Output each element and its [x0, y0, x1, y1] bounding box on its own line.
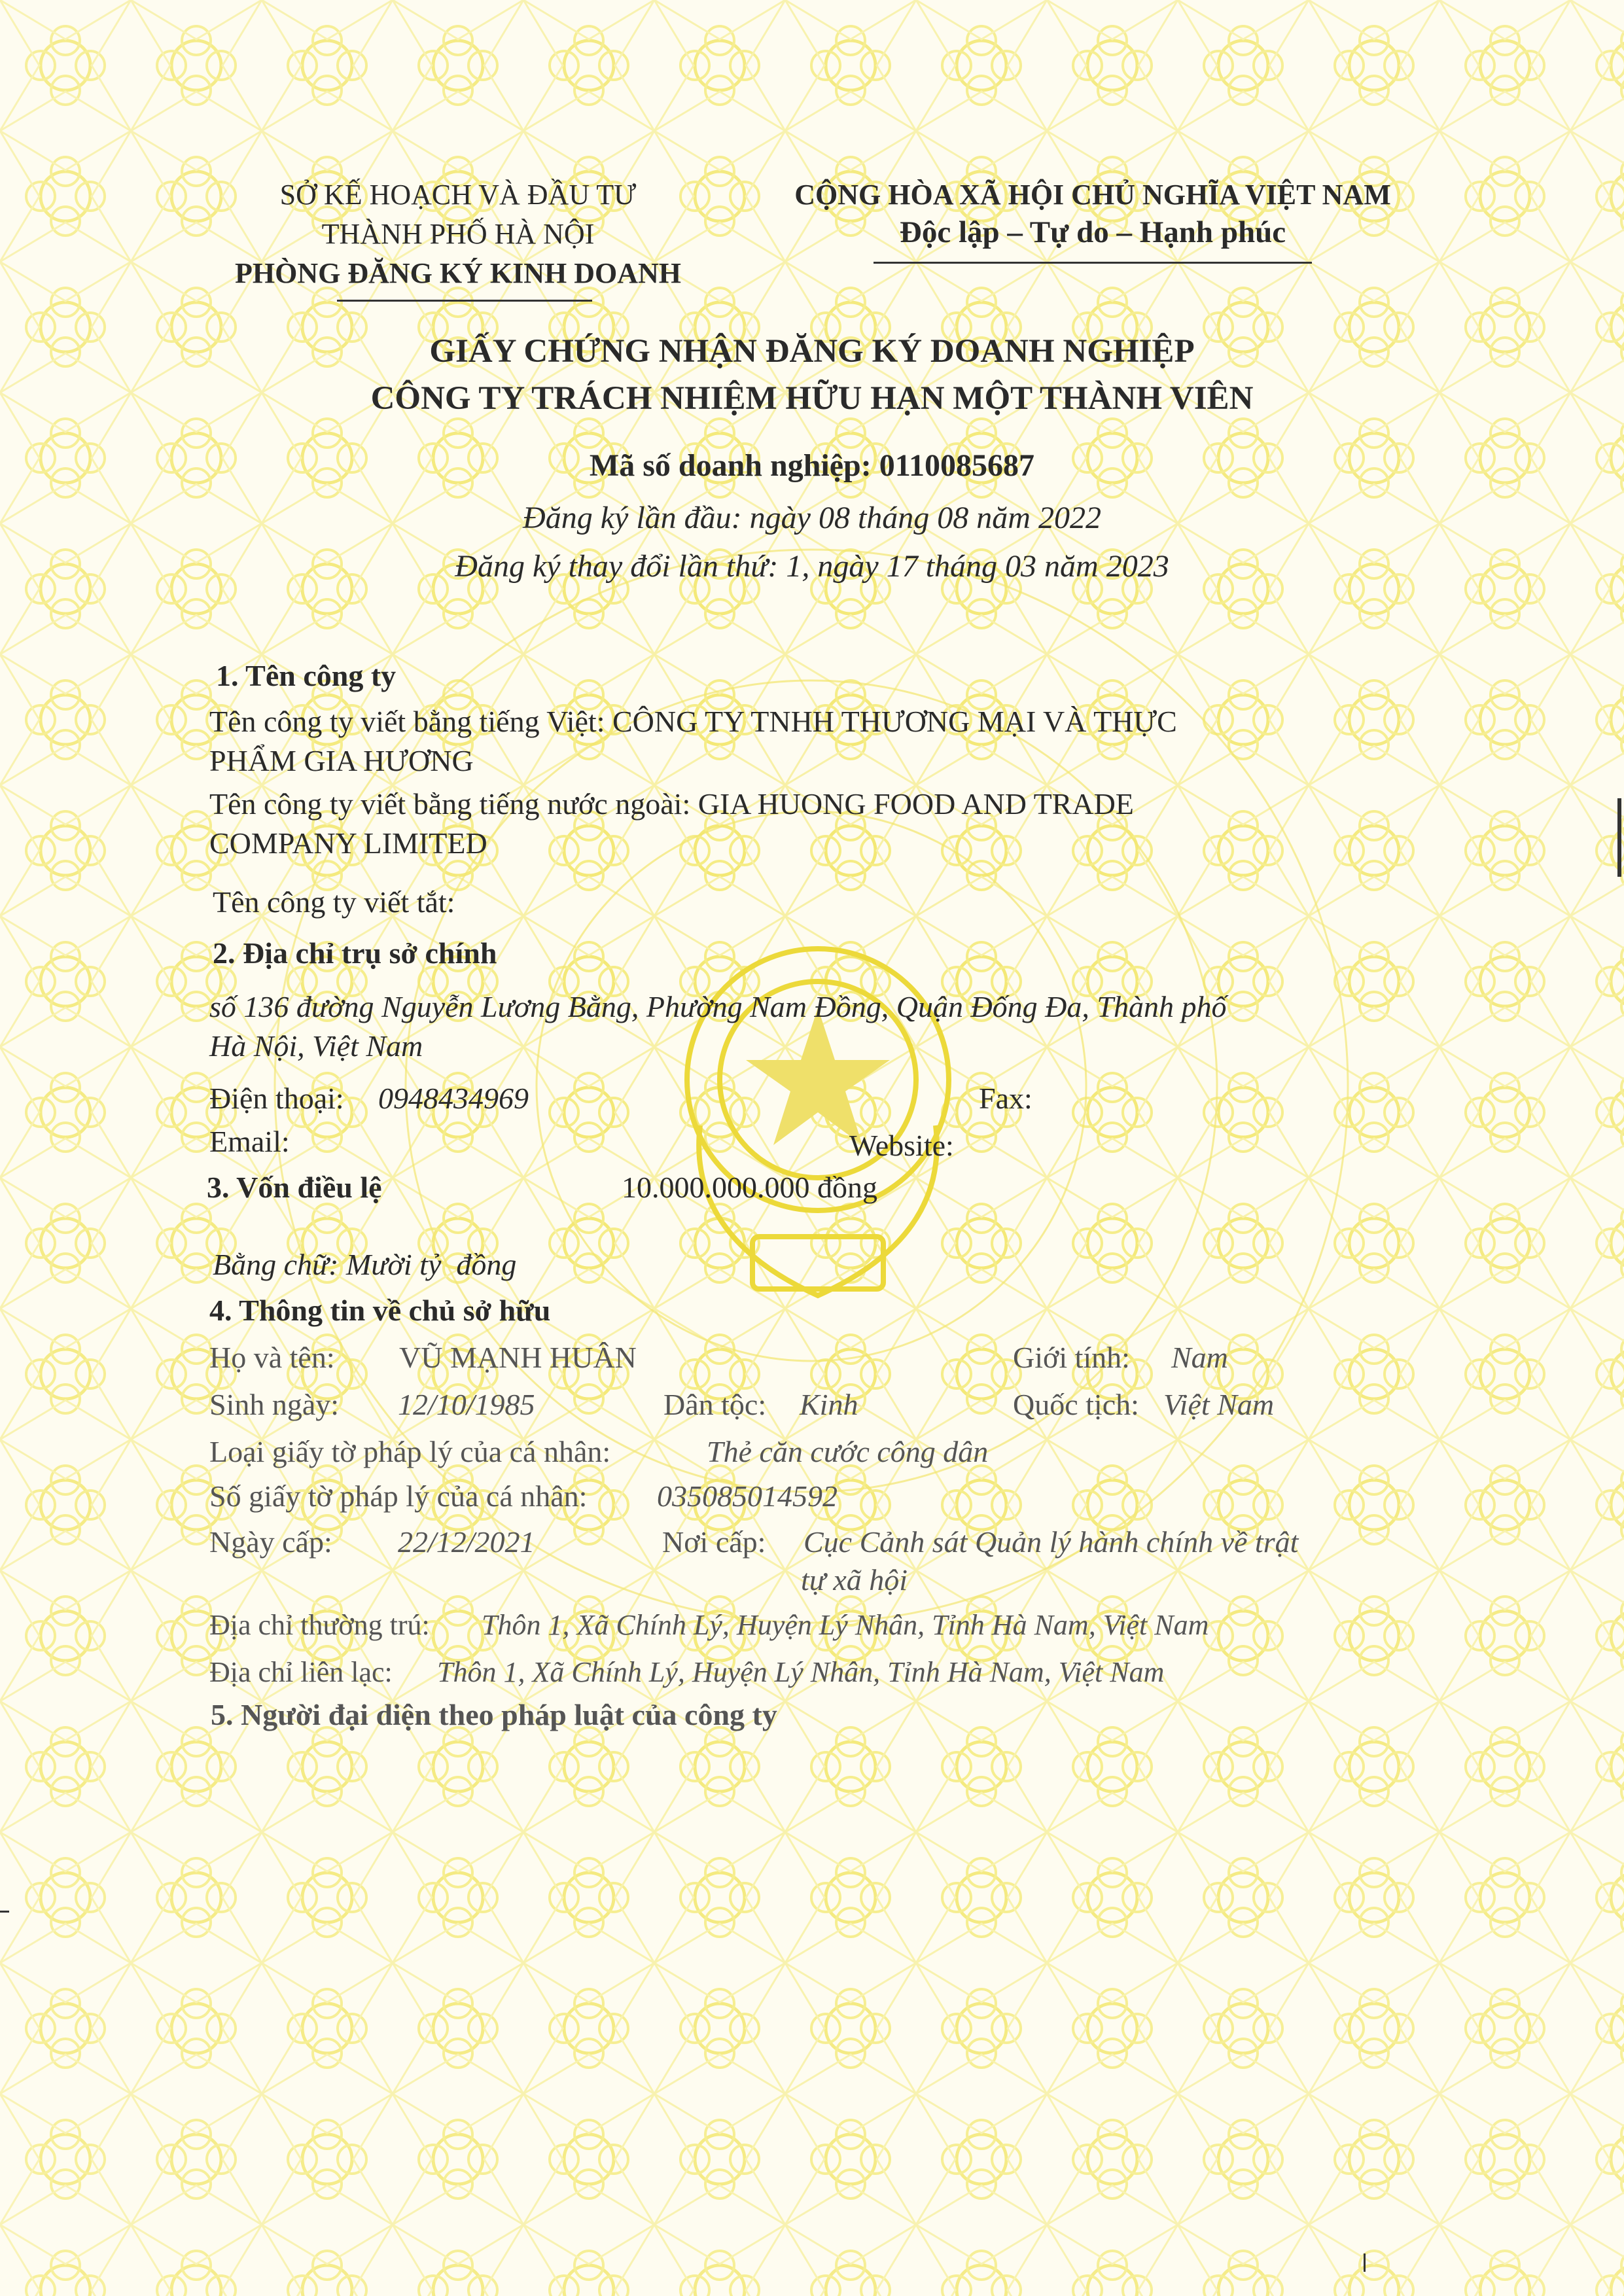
- owner-id-type-label: Loại giấy tờ pháp lý của cá nhân:: [209, 1435, 611, 1468]
- owner-nationality-value: Việt Nam: [1163, 1388, 1275, 1421]
- header-authority-line2: THÀNH PHỐ HÀ NỘI: [321, 218, 595, 250]
- owner-nationality-label: Quốc tịch:: [1013, 1388, 1139, 1421]
- certificate-title-line2: CÔNG TY TRÁCH NHIỆM HỮU HẠN MỘT THÀNH VIÊN: [370, 380, 1254, 417]
- owner-name-label: Họ và tên:: [209, 1341, 335, 1374]
- owner-ethnicity-label: Dân tộc:: [663, 1388, 767, 1421]
- owner-id-issue-place-line2: tự xã hội: [801, 1563, 908, 1597]
- enterprise-code-value: 0110085687: [879, 448, 1035, 483]
- header-authority-line3: PHÒNG ĐĂNG KÝ KINH DOANH: [235, 257, 681, 289]
- owner-id-issue-place-line1: Cục Cảnh sát Quản lý hành chính về trật: [803, 1525, 1299, 1559]
- owner-id-type-value: Thẻ căn cước công dân: [707, 1435, 989, 1468]
- owner-gender-label: Giới tính:: [1013, 1341, 1130, 1374]
- charter-capital-amount: 10.000.000.000 đồng: [622, 1171, 877, 1204]
- scan-edge-mark-left: [0, 1911, 9, 1913]
- owner-contact-address-value: Thôn 1, Xã Chính Lý, Huyện Lý Nhân, Tỉnh Hà Nam, Việt Nam: [437, 1656, 1165, 1688]
- section5-heading: 5. Người đại diện theo pháp luật của công ty: [211, 1698, 777, 1731]
- change-registration-date: Đăng ký thay đổi lần thứ: 1, ngày 17 tháng 03 năm 2023: [455, 549, 1169, 584]
- header-left-underline: [337, 300, 592, 302]
- owner-permanent-address-label: Địa chỉ thường trú:: [209, 1609, 430, 1641]
- owner-ethnicity-value: Kinh: [800, 1388, 858, 1421]
- enterprise-code: [0, 450, 1624, 482]
- owner-contact-address-label: Địa chỉ liên lạc:: [209, 1656, 393, 1688]
- charter-capital-in-words: Bằng chữ: Mười tỷ đồng: [213, 1248, 517, 1281]
- fax-label: Fax:: [979, 1082, 1033, 1115]
- owner-name-value: VŨ MẠNH HUÂN: [399, 1341, 637, 1374]
- phone-value: 0948434969: [378, 1082, 529, 1115]
- email-label: Email:: [209, 1125, 290, 1158]
- header-right-underline: [874, 262, 1312, 264]
- company-name-foreign-line1: Tên công ty viết bằng tiếng nước ngoài: GIA HUONG FOOD AND TRADE: [209, 787, 1134, 821]
- owner-id-number-value: 035085014592: [657, 1479, 838, 1513]
- owner-dob-value: 12/10/1985: [398, 1388, 535, 1421]
- section1-heading: 1. Tên công ty: [216, 659, 397, 692]
- owner-id-issue-date-label: Ngày cấp:: [209, 1525, 332, 1559]
- section4-heading: 4. Thông tin về chủ sở hữu: [209, 1294, 551, 1327]
- owner-gender-value: Nam: [1171, 1341, 1228, 1374]
- header-authority-line1: SỞ KẾ HOẠCH VÀ ĐẦU TƯ: [279, 179, 637, 211]
- certificate-title-line1: GIẤY CHỨNG NHẬN ĐĂNG KÝ DOANH NGHIỆP: [429, 333, 1195, 370]
- scan-edge-mark-right: [1617, 798, 1621, 877]
- head-office-address-line1: số 136 đường Nguyễn Lương Bằng, Phường Nam Đồng, Quận Đống Đa, Thành phố: [209, 990, 1227, 1023]
- enterprise-code-label: Mã số doanh nghiệp:: [589, 448, 872, 483]
- owner-id-issue-date-value: 22/12/2021: [398, 1525, 535, 1559]
- website-label: Website:: [849, 1129, 954, 1162]
- company-name-foreign-line2: COMPANY LIMITED: [209, 826, 487, 860]
- phone-label: Điện thoại:: [209, 1082, 344, 1115]
- owner-dob-label: Sinh ngày:: [209, 1388, 340, 1421]
- header-country-name: CỘNG HÒA XÃ HỘI CHỦ NGHĨA VIỆT NAM: [794, 179, 1391, 211]
- first-registration-date: Đăng ký lần đầu: ngày 08 tháng 08 năm 2022: [523, 501, 1101, 535]
- owner-id-issue-place-label: Nơi cấp:: [662, 1525, 766, 1559]
- section3-heading: 3. Vốn điều lệ: [207, 1171, 382, 1204]
- company-name-vn-line1: Tên công ty viết bằng tiếng Việt: CÔNG TY TNHH THƯƠNG MẠI VÀ THỰC: [209, 705, 1177, 738]
- header-motto: Độc lập – Tự do – Hạnh phúc: [899, 215, 1286, 249]
- company-short-name-label: Tên công ty viết tắt:: [213, 885, 455, 919]
- owner-permanent-address-value: Thôn 1, Xã Chính Lý, Huyện Lý Nhân, Tỉnh Hà Nam, Việt Nam: [482, 1609, 1209, 1641]
- company-name-vn-line2: PHẨM GIA HƯƠNG: [209, 744, 474, 777]
- owner-id-number-label: Số giấy tờ pháp lý của cá nhân:: [209, 1479, 588, 1513]
- scan-edge-mark-bottom: [1364, 2253, 1366, 2272]
- section2-heading: 2. Địa chỉ trụ sở chính: [213, 936, 497, 970]
- head-office-address-line2: Hà Nội, Việt Nam: [209, 1029, 423, 1063]
